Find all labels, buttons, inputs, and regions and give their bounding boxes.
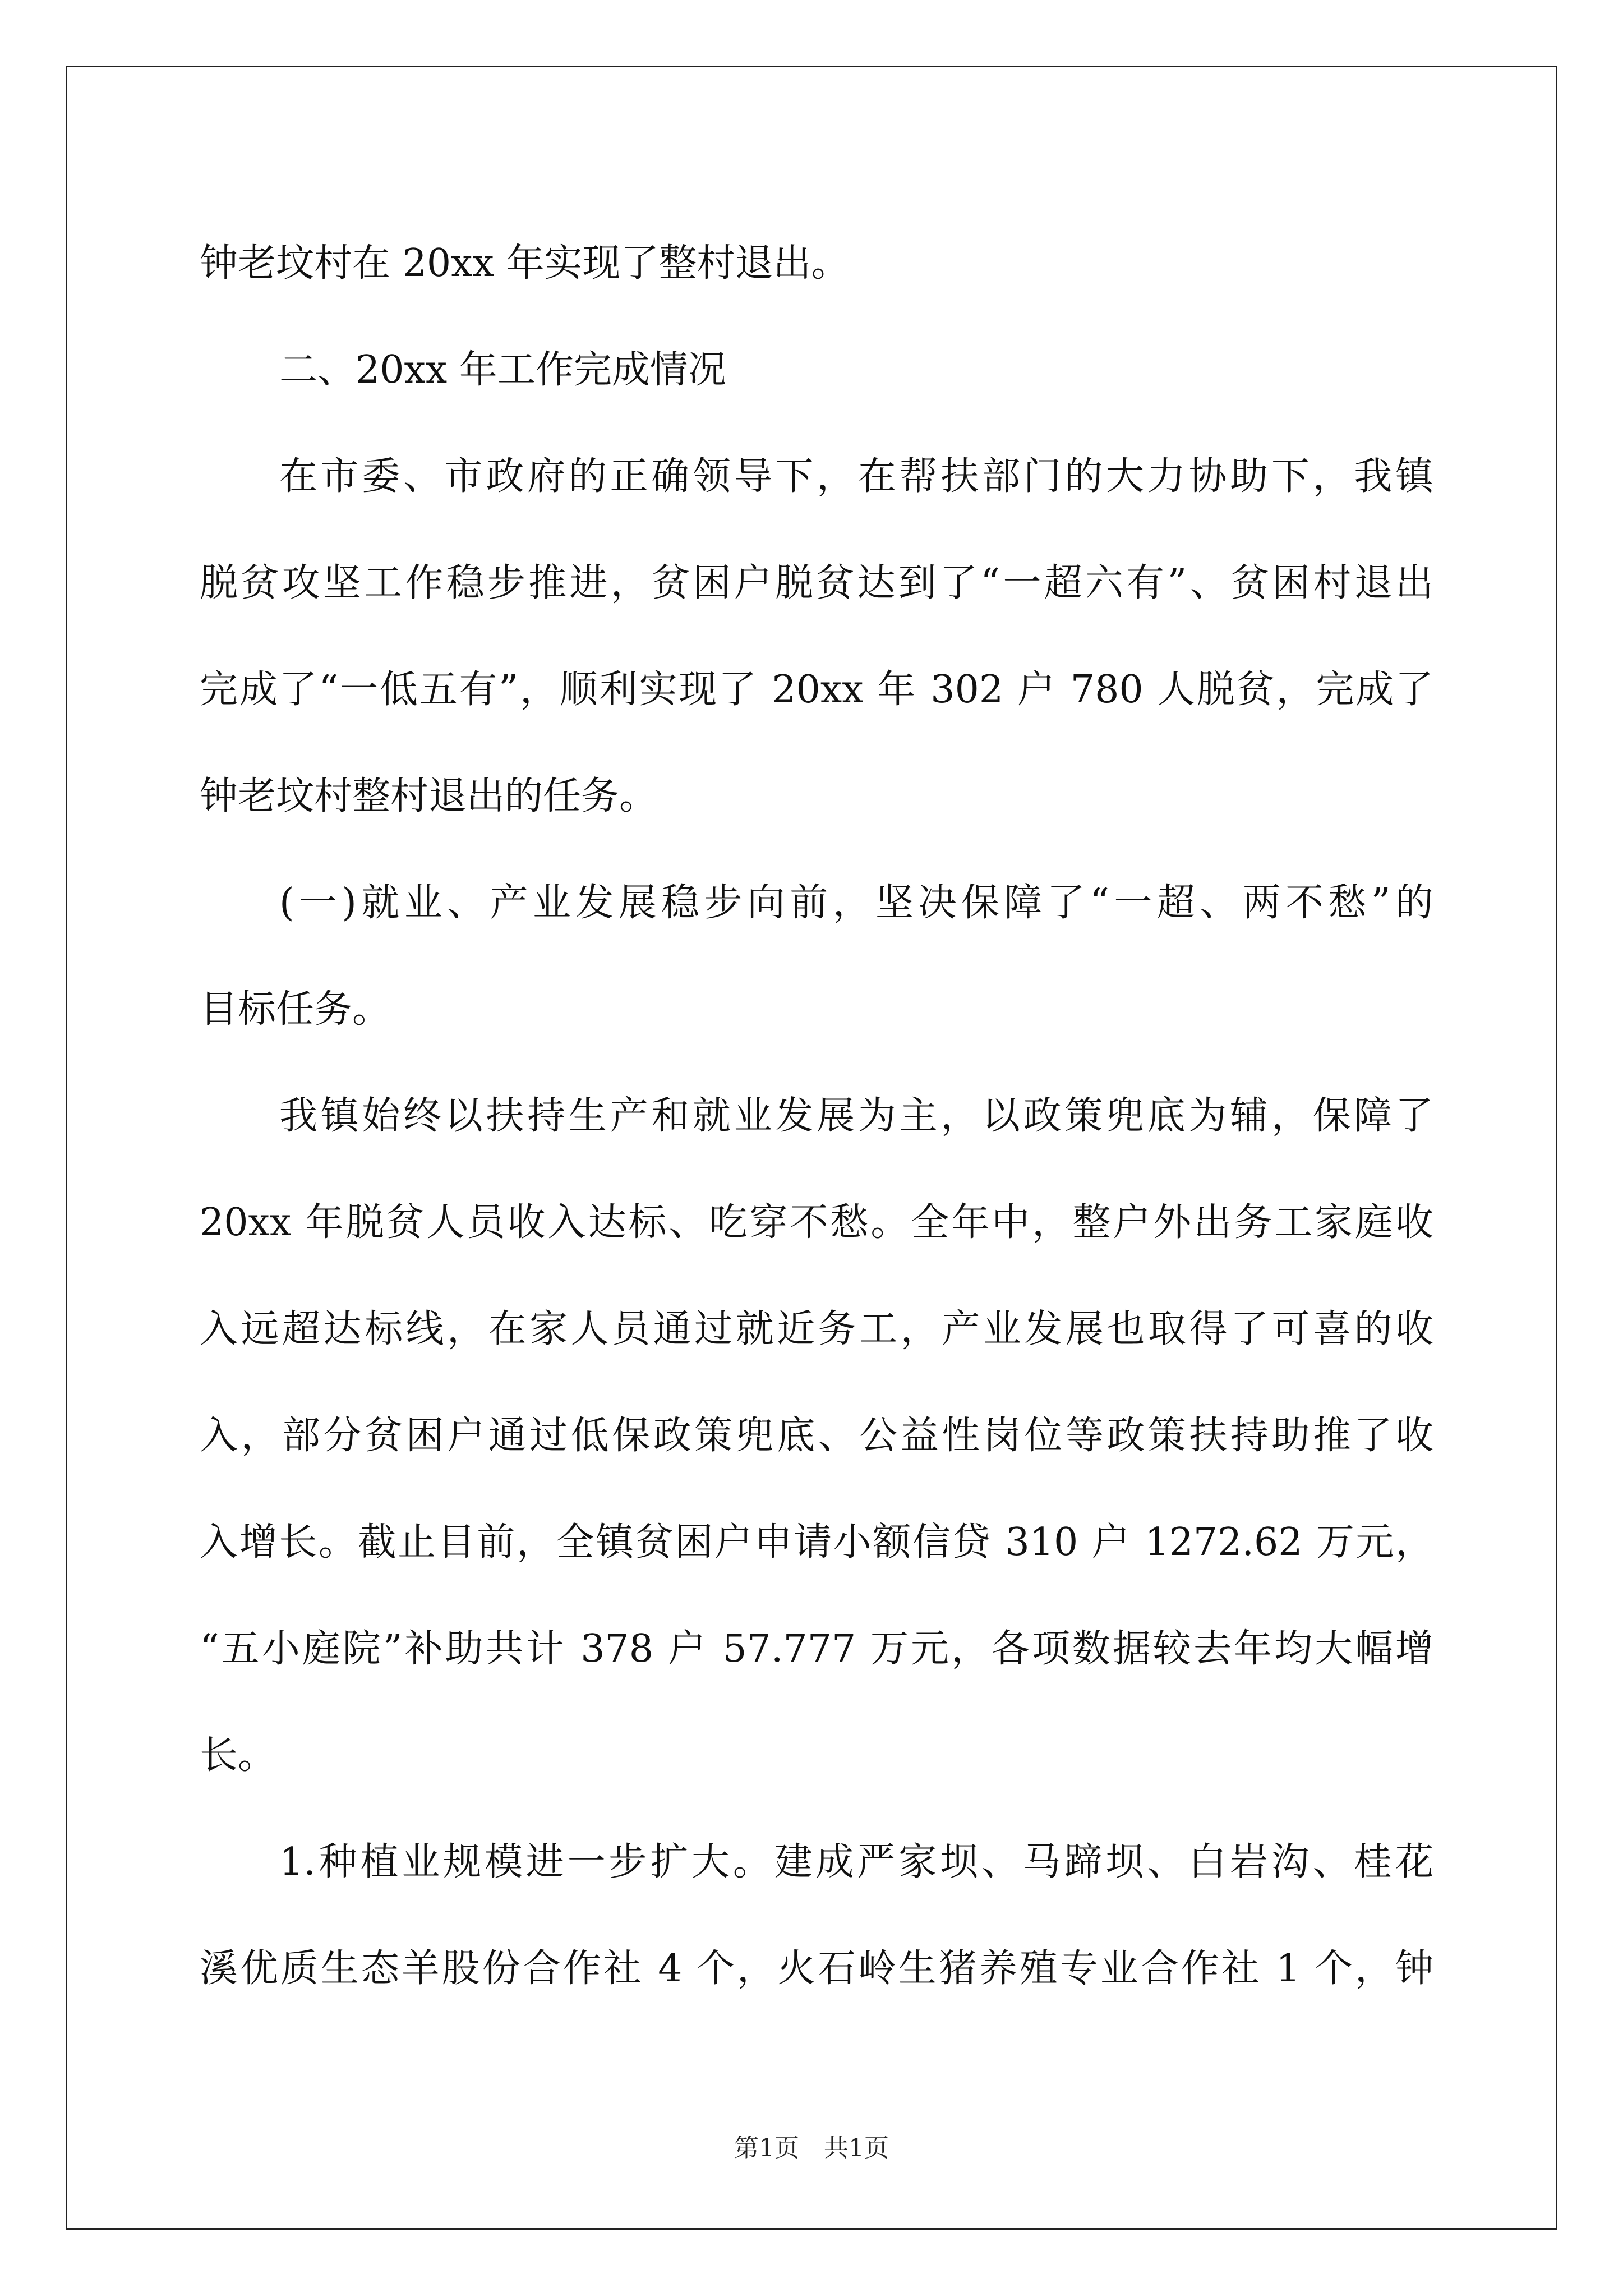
subsection-heading: 目标任务。 (200, 987, 391, 1032)
body-line: 入，部分贫困户通过低保政策兜底、公益性岗位等政策扶持助推了收 (200, 1414, 1433, 1458)
body-line: “五小庭院”补助共计 378 户 57.777 万元，各项数据较去年均大幅增 (200, 1627, 1433, 1671)
body-line: 脱贫攻坚工作稳步推进，贫困户脱贫达到了“一超六有”、贫困村退出 (200, 561, 1433, 605)
body-line: 入远超达标线，在家人员通过就近务工，产业发展也取得了可喜的收 (200, 1307, 1433, 1351)
document-body (200, 210, 1433, 2022)
body-line: 在市委、市政府的正确领导下，在帮扶部门的大力协助下，我镇 (279, 454, 1433, 499)
body-line: 钟老坟村在 20xx 年实现了整村退出。 (200, 241, 850, 286)
subsection-heading: (一)就业、产业发展稳步向前，坚决保障了“一超、两不愁”的 (279, 881, 1433, 925)
page-number-total: 共1页 (824, 2134, 889, 2162)
body-line: 钟老坟村整村退出的任务。 (200, 774, 658, 818)
body-line: 20xx 年脱贫人员收入达标、吃穿不愁。全年中，整户外出务工家庭收 (200, 1200, 1433, 1245)
page-footer (0, 2132, 1623, 2165)
body-line: 完成了“一低五有”，顺利实现了 20xx 年 302 户 780 人脱贫，完成了 (200, 668, 1433, 712)
body-line: 我镇始终以扶持生产和就业发展为主，以政策兜底为辅，保障了 (279, 1094, 1433, 1138)
body-line: 入增长。截止目前，全镇贫困户申请小额信贷 310 户 1272.62 万元， (200, 1520, 1433, 1565)
body-line: 长。 (200, 1733, 276, 1778)
list-item-line: 1.种植业规模进一步扩大。建成严家坝、马蹄坝、白岩沟、桂花 (279, 1840, 1433, 1884)
body-line: 溪优质生态羊股份合作社 4 个，火石岭生猪养殖专业合作社 1 个，钟 (200, 1947, 1433, 1991)
section-heading: 二、20xx 年工作完成情况 (279, 348, 726, 392)
page-number-current: 第1页 (734, 2134, 799, 2162)
